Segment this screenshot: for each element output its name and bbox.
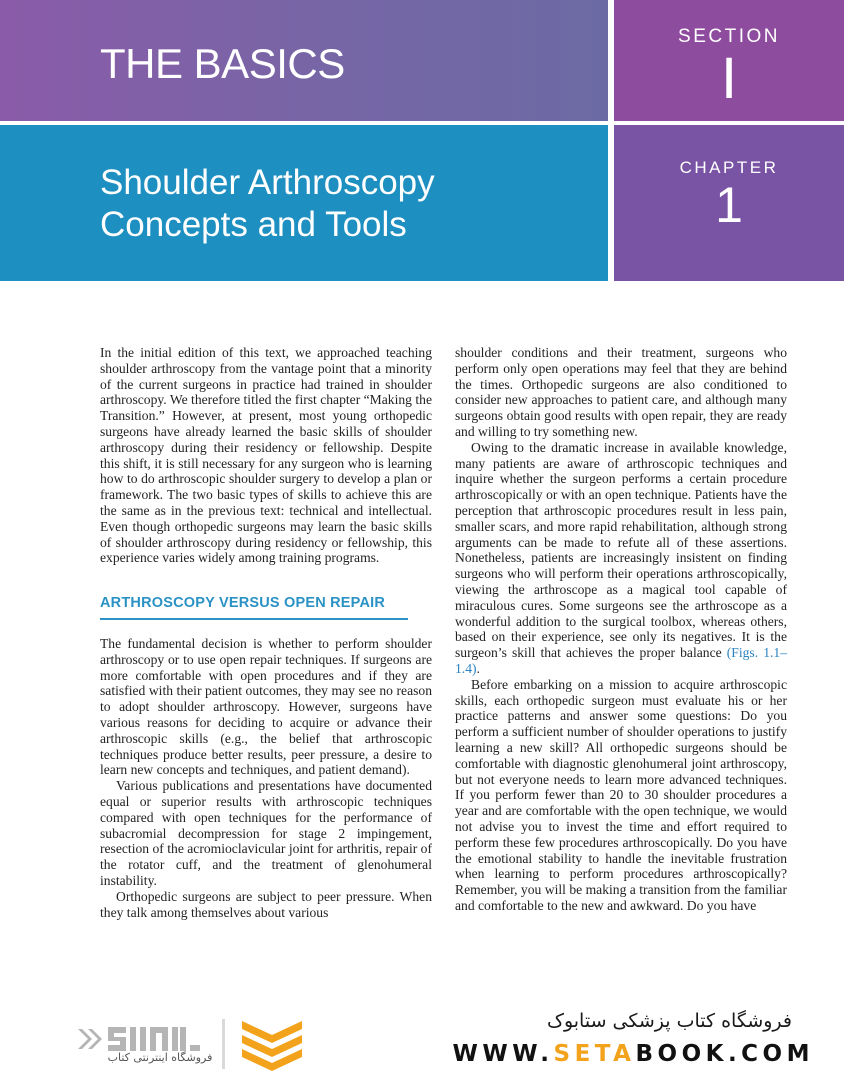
section-number-box [614, 0, 844, 121]
section-banner [0, 0, 608, 121]
url-highlight: SETA [553, 1041, 636, 1067]
body-paragraph: Before embarking on a mission to acquire arthroscopic skills, each orthopedic surgeon must evaluate his or her practice patterns and answer some questions: Do you perform a sufficient number of shoulder operations to justify learning a new skill? All orthopedic surgeons should be comfortable with diagnostic glenohumeral joint arthroscopy, but not everyone needs to learn more advanced techniques. If you perform fewer than 20 to 30 shoulder procedures a year and are comfortable with the open technique, we would not advise you to invest the time and effort required to perform these few procedures arthroscopically. Do you have the emotional stability to handle the inevitable frustration when learning to perform procedures arthroscopically? Remember, you will be making a transition from the familiar and comfortable to the new and awkward. Do you have [455, 676, 787, 913]
body-paragraph: shoulder conditions and their treatment, surgeons who perform only open operations may feel that they are behind the times. Orthopedic surgeons are also conditioned to consider new approaches to patient care, and although many surgeons obtain good results with open repair, they are ready and willing to try something new. [455, 345, 787, 439]
setabook-logo [72, 1013, 312, 1075]
chapter-title [100, 162, 580, 246]
figure-reference-link[interactable]: (Figs. 1.1–1.4) [455, 645, 788, 676]
store-watermark-footer [34, 993, 844, 1080]
intro-paragraph: In the initial edition of this text, we approached teaching shoulder arthroscopy from the vantage point that a minority of the current surgeons in practice had trained in shoulder arthroscopy. We therefore titled the first chapter “Making the Transition.” However, at present, most young orthopedic surgeons have already learned the basic skills of shoulder arthroscopy during their residency or fellowship. Despite this shift, it is still necessary for any surgeon who is learning how to do arthroscopic shoulder surgery to develop a plan or framework. The two basic types of skills to achieve this are the same as in the previous text: technical and intellectual. Even though orthopedic surgeons may learn the basic skills of shoulder arthroscopy during residency or fellowship, this experience varies widely among training programs. [100, 345, 432, 566]
logo-subtitle: فروشگاه اینترنتی کتاب [107, 1051, 213, 1064]
body-paragraph: The fundamental decision is whether to perform shoulder arthroscopy or to use open repair techniques. If surgeons are more comfortable with open procedures and if they are satisfied with their patient outcomes, they may see no reason to adopt shoulder arthroscopy. However, surgeons have various reasons for deciding to acquire or advance their arthroscopic skills (e.g., the belief that arthroscopic techniques produce better results, peer pressure, a desire to learn new concepts and techniques, and patient demand). [100, 635, 432, 778]
chapter-number: 1 [715, 177, 743, 233]
chapter-label: CHAPTER [679, 158, 779, 177]
spacer [100, 620, 432, 636]
paragraph-end: . [476, 660, 480, 676]
body-paragraph: Orthopedic surgeons are subject to peer pressure. When they talk among themselves about various [100, 888, 432, 920]
section-label: SECTION [678, 26, 780, 47]
chapter-title-line-2: Concepts and Tools [100, 205, 407, 244]
url-prefix: WWW. [452, 1041, 554, 1067]
part-title: THE BASICS [100, 40, 345, 87]
chapter-title-line-1: Shoulder Arthroscopy [100, 163, 435, 202]
section-number: I [720, 46, 738, 111]
chapter-number-box [614, 125, 844, 281]
body-paragraph: Various publications and presentations have documented equal or superior results with arthroscopic techniques compared with open techniques for the performance of subacromial decompression for stage 2 impingement, resection of the acromioclavicular joint for arthritis, repair of the rotator cuff, and the treatment of glenohumeral instability. [100, 778, 432, 888]
paragraph-text: Owing to the dramatic increase in available knowledge, many patients are aware of arthroscopic techniques and inquire whether the surgeon performs a certain procedure arthroscopically or with an open technique. Patients have the perception that arthroscopic procedures result in less pain, smaller scars, and more rapid rehabilitation, although strong arguments can be made to refute all of these assertions. Nonetheless, patients are increasingly insistent on finding surgeons who will perform their operations arthroscopically, viewing the arthroscope as a magical tool capable of miraculous cures. Some surgeons see the arthroscope as a wonderful addition to the surgical toolbox, whereas others, based on their experience, see only its negatives. It is the surgeon’s skill that achieves the proper balance [455, 439, 787, 661]
chapter-banner [0, 125, 608, 281]
store-name: فروشگاه کتاب پزشکی ستابوک [546, 1010, 792, 1032]
left-column [100, 345, 432, 920]
url-suffix: BOOK.COM [635, 1041, 814, 1067]
right-column [455, 345, 787, 914]
section-heading: ARTHROSCOPY VERSUS OPEN REPAIR [100, 596, 408, 620]
body-paragraph [455, 440, 787, 677]
store-url[interactable] [434, 1041, 814, 1067]
spacer [100, 566, 432, 582]
